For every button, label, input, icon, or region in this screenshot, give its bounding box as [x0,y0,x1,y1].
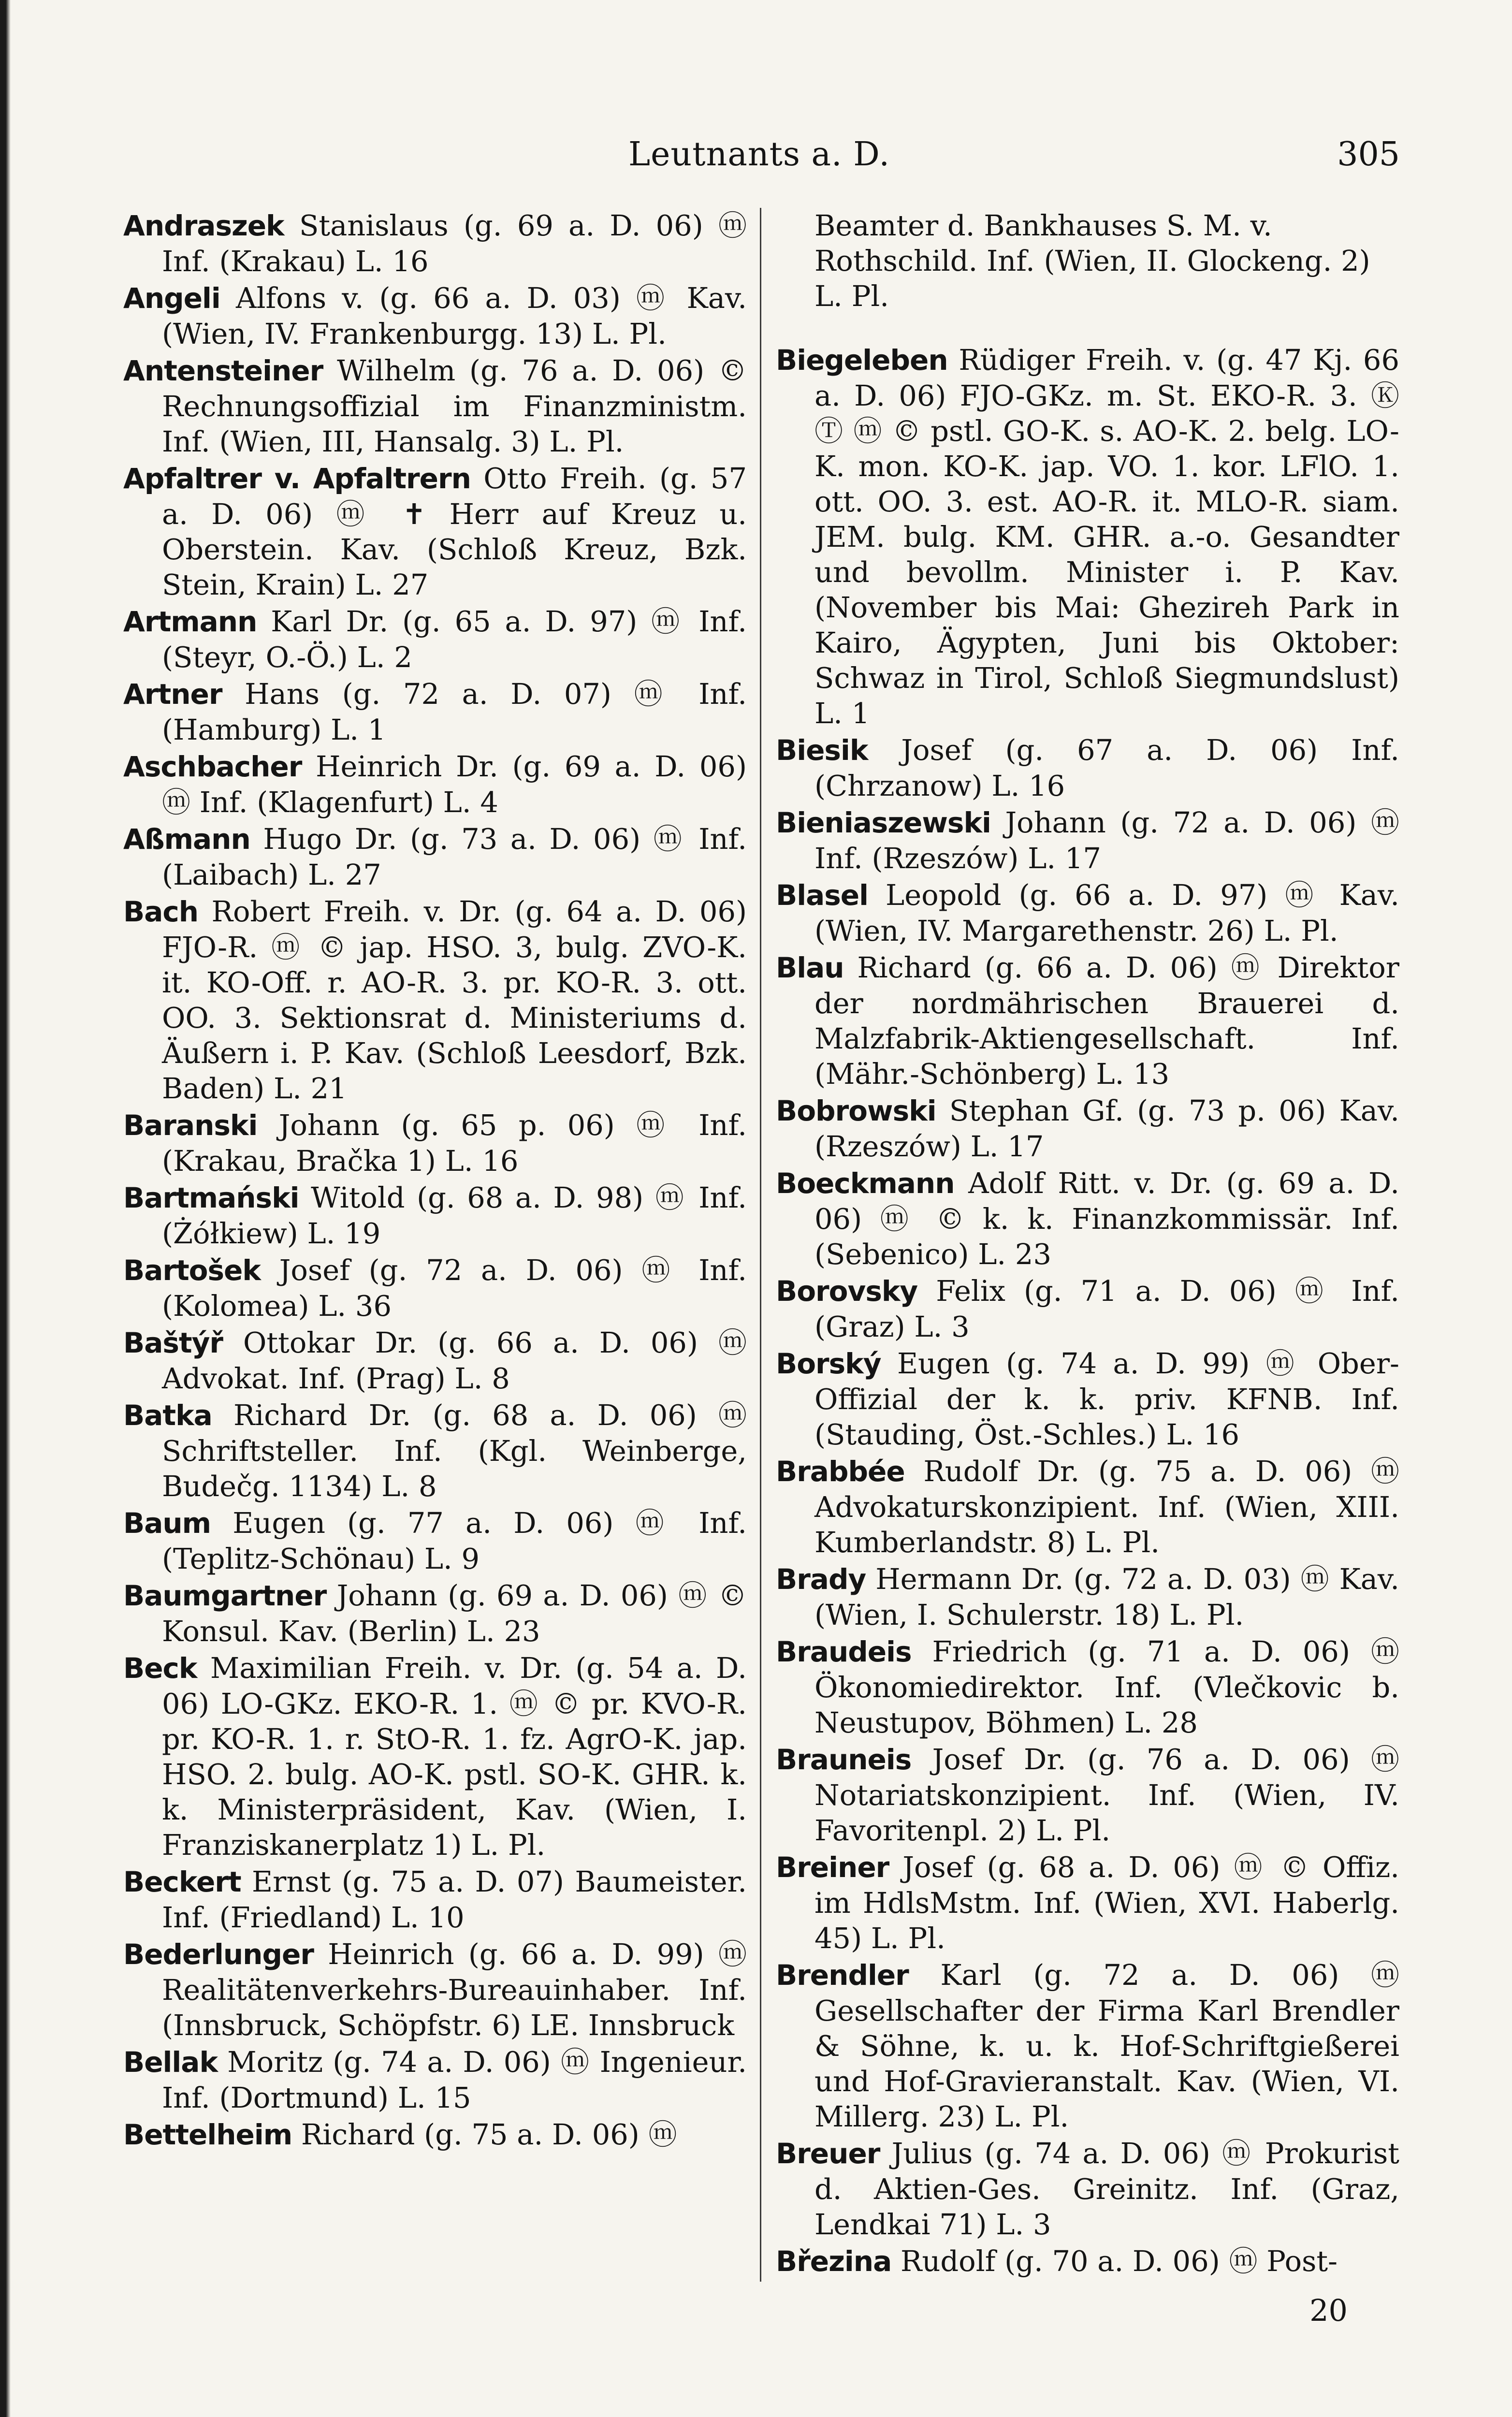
signature-mark: 20 [1309,2293,1348,2328]
entry-surname: Baštýř [123,1326,223,1359]
entry-surname: Aschbacher [123,750,302,783]
entry-details: Eugen (g. 74 a. D. 99) ⓜ Ober-Offizial der k. k. priv. KFNB. Inf. (Stauding, Öst.-Schles.) L. 16 [814,1347,1399,1451]
entry-details: Otto Freih. (g. 57 a. D. 06) ⓜ ✝ Herr auf Kreuz u. Oberstein. Kav. (Schloß Kreuz, Bzk. Stein, Krain) L. 27 [162,462,747,601]
entry-details: Johann (g. 72 a. D. 06) ⓜ Inf. (Rzeszów) L. 17 [814,806,1399,875]
entry-surname: Bartošek [123,1254,261,1287]
directory-entry [776,1742,1399,1848]
entry-surname: Brauneis [776,1743,912,1776]
directory-entry [123,353,747,459]
entry-surname: Boeckmann [776,1167,955,1200]
directory-entry [123,1180,747,1251]
entry-surname: Brendler [776,1959,909,1992]
entry-details: Josef (g. 67 a. D. 06) Inf. (Chrzanow) L. 16 [814,733,1399,802]
entry-details: Moritz (g. 74 a. D. 06) ⓜ Ingenieur. Inf. (Dortmund) L. 15 [162,2045,747,2114]
directory-entry [776,1561,1399,1632]
entry-surname: Blau [776,951,844,984]
entry-surname: Březina [776,2245,892,2278]
directory-entry [123,749,747,820]
entry-details: Maximilian Freih. v. Dr. (g. 54 a. D. 06) LO-GKz. EKO-R. 1. ⓜ © pr. KVO-R. pr. KO-R. 1. r. StO-R. 1. fz. AgrO-K. jap. HSO. 2. bulg. AO-K. pstl. SO-K. GHR. k. k. Ministerpräsident, Kav. (Wien, I. Franziskanerplatz 1) L. Pl. [162,1651,747,1862]
entry-surname: Artner [123,678,222,711]
entry-surname: Angeli [123,282,220,315]
entry-surname: Beckert [123,1865,241,1898]
entry-surname: Beck [123,1652,197,1685]
entry-details: Friedrich (g. 71 a. D. 06) ⓜ Ökonomiedirektor. Inf. (Vlečkovic b. Neustupov, Böhmen) L. 28 [814,1635,1399,1739]
page-edge-shadow [0,0,11,2417]
directory-entry [123,2044,747,2115]
entry-details: Eugen (g. 77 a. D. 06) ⓜ Inf. (Teplitz-Schönau) L. 9 [162,1506,747,1575]
entry-surname: Antensteiner [123,354,323,387]
directory-entry [123,1650,747,1863]
directory-entry [776,1346,1399,1452]
entry-details: Adolf Ritt. v. Dr. (g. 69 a. D. 06) ⓜ © k. k. Finanzkommissär. Inf. (Sebenico) L. 23 [814,1166,1399,1271]
entry-surname: Bederlunger [123,1938,314,1971]
entry-surname: Apfaltrer v. Apfaltrern [123,462,471,495]
running-title: Leutnants a. D. [628,135,890,174]
directory-entry [776,950,1399,1092]
directory-entry [776,732,1399,803]
right-column [776,208,1399,2286]
directory-entry [776,2243,1399,2279]
entry-surname: Baum [123,1507,211,1540]
left-column [123,208,747,2286]
directory-entry [776,1454,1399,1560]
entry-surname: Bieniaszewski [776,806,991,839]
entry-details: Robert Freih. v. Dr. (g. 64 a. D. 06) FJO-R. ⓜ © jap. HSO. 3, bulg. ZVO-K. it. KO-Off. r. AO-R. 3. pr. KO-R. 3. ott. OO. 3. Sektionsrat d. Ministeriums d. Äußern i. P. Kav. (Schloß Leesdorf, Bzk. Baden) L. 21 [162,895,747,1105]
entry-details: Felix (g. 71 a. D. 06) ⓜ Inf. (Graz) L. 3 [814,1274,1399,1343]
entry-details: Hermann Dr. (g. 72 a. D. 03) ⓜ Kav. (Wien, I. Schulerstr. 18) L. Pl. [814,1562,1399,1631]
entry-details: Rudolf (g. 70 a. D. 06) ⓜ Post- [900,2244,1338,2278]
entry-details: Leopold (g. 66 a. D. 97) ⓜ Kav. (Wien, IV. Margarethenstr. 26) L. Pl. [814,878,1399,947]
directory-entry [123,1107,747,1179]
entry-surname: Batka [123,1399,212,1432]
directory-entry [776,1634,1399,1740]
entry-surname: Baumgartner [123,1579,327,1612]
entry-details: Karl Dr. (g. 65 a. D. 97) ⓜ Inf. (Steyr, O.-Ö.) L. 2 [162,605,747,674]
entry-surname: Brady [776,1563,866,1596]
directory-entry [776,877,1399,948]
directory-entry [123,1252,747,1324]
entry-details: Karl (g. 72 a. D. 06) ⓜ Gesellschafter der Firma Karl Brendler & Söhne, k. u. k. Hof-Schriftgießerei und Hof-Gravieranstalt. Kav. (Wien, VI. Millerg. 23) L. Pl. [814,1958,1399,2133]
entry-surname: Bach [123,895,199,928]
entry-details: Alfons v. (g. 66 a. D. 03) ⓜ Kav. (Wien, IV. Frankenburgg. 13) L. Pl. [162,281,747,350]
entry-surname: Bartmański [123,1181,299,1214]
directory-entry [123,894,747,1106]
entry-details: Richard (g. 75 a. D. 06) ⓜ [301,2118,677,2151]
entry-details: Johann (g. 65 p. 06) ⓜ Inf. (Krakau, Bračka 1) L. 16 [162,1108,747,1178]
page-header [0,128,1512,181]
directory-entry [123,1864,747,1935]
directory-entry [123,821,747,892]
directory-entry [123,208,747,279]
directory-entry [123,461,747,602]
entry-surname: Biesik [776,734,868,767]
directory-entry [776,1957,1399,2134]
entry-details: Heinrich (g. 66 a. D. 99) ⓜ Realitätenverkehrs-Bureauinhaber. Inf. (Innsbruck, Schöpfstr. 6) LE. Innsbruck [162,1937,747,2042]
entry-details: Heinrich Dr. (g. 69 a. D. 06) ⓜ Inf. (Klagenfurt) L. 4 [162,750,747,819]
entry-surname: Breiner [776,1851,889,1884]
column-divider [760,208,761,2282]
entry-details: Johann (g. 69 a. D. 06) ⓜ © Konsul. Kav. (Berlin) L. 23 [162,1579,747,1648]
entry-details: Stephan Gf. (g. 73 p. 06) Kav. (Rzeszów) L. 17 [814,1094,1399,1163]
directory-entry [123,1398,747,1504]
entry-details: Josef (g. 72 a. D. 06) ⓜ Inf. (Kolomea) L. 36 [162,1253,747,1323]
entry-surname: Brabbée [776,1455,905,1488]
directory-entry [123,280,747,351]
entry-surname: Bellak [123,2046,218,2079]
entry-details: Stanislaus (g. 69 a. D. 06) ⓜ Inf. (Krakau) L. 16 [162,209,747,278]
entry-surname: Braudeis [776,1635,912,1668]
entry-surname: Bobrowski [776,1094,936,1127]
entry-details: Josef (g. 68 a. D. 06) ⓜ © Offiz. im HdlsMstm. Inf. (Wien, XVI. Haberlg. 45) L. Pl. [814,1850,1399,1955]
entry-surname: Aßmann [123,823,250,856]
entry-surname: Bettelheim [123,2118,292,2151]
entry-details: Hugo Dr. (g. 73 a. D. 06) ⓜ Inf. (Laibach) L. 27 [162,822,747,891]
entry-surname: Blasel [776,879,868,912]
entry-surname: Breuer [776,2137,880,2170]
entry-surname: Borský [776,1347,881,1380]
entry-surname: Artmann [123,605,257,638]
entry-details: Rüdiger Freih. v. (g. 47 Kj. 66 a. D. 06) FJO-GKz. m. St. EKO-R. 3. Ⓚ Ⓣ ⓜ © pstl. GO-K. s. AO-K. 2. belg. LO-K. mon. KO-K. jap. VO. 1. kor. LFlO. 1. ott. OO. 3. est. AO-R. it. MLO-R. siam. JEM. bulg. KM. GHR. a.-o. Gesandter und bevollm. Minister i. P. Kav. (November bis Mai: Ghezireh Park in Kairo, Ägypten, Juni bis Oktober: Schwaz in Tirol, Schloß Siegmundslust) L. 1 [814,343,1399,730]
directory-entry [776,1273,1399,1344]
entry-details: Ottokar Dr. (g. 66 a. D. 06) ⓜ Advokat. Inf. (Prag) L. 8 [162,1326,747,1395]
entry-details: Richard (g. 66 a. D. 06) ⓜ Direktor der nordmährischen Brauerei d. Malzfabrik-Aktiengesellschaft. Inf. (Mähr.-Schönberg) L. 13 [814,951,1399,1091]
directory-entry [123,2117,747,2153]
entry-details: Ernst (g. 75 a. D. 07) Baumeister. Inf. (Friedland) L. 10 [162,1865,747,1934]
entry-surname: Biegeleben [776,344,948,377]
entry-details: Josef Dr. (g. 76 a. D. 06) ⓜ Notariatskonzipient. Inf. (Wien, IV. Favoritenpl. 2) L. Pl. [814,1743,1399,1847]
directory-entry [123,676,747,747]
entry-details: Rudolf Dr. (g. 75 a. D. 06) ⓜ Advokaturskonzipient. Inf. (Wien, XIII. Kumberlandstr. 8) L. Pl. [814,1455,1399,1559]
directory-entry [776,1165,1399,1272]
entry-surname: Andraszek [123,209,284,242]
entry-details: Richard Dr. (g. 68 a. D. 06) ⓜ Schriftsteller. Inf. (Kgl. Weinberge, Budečg. 1134) L. 8 [162,1398,747,1503]
directory-entry [123,1505,747,1576]
directory-entry [123,1578,747,1649]
entry-details: Hans (g. 72 a. D. 07) ⓜ Inf. (Hamburg) L. 1 [162,677,747,746]
entry-details: Witold (g. 68 a. D. 98) ⓜ Inf. (Żółkiew) L. 19 [162,1181,747,1250]
directory-entry [123,1937,747,2043]
entry-surname: Baranski [123,1109,258,1142]
entry-surname: Borovsky [776,1275,918,1308]
directory-entry [776,342,1399,731]
continued-entry-text: Beamter d. Bankhauses S. M. v. Rothschild. Inf. (Wien, II. Glockeng. 2) L. Pl. [814,209,1370,313]
directory-entry [776,805,1399,876]
directory-entry [123,1325,747,1396]
directory-entry [776,2136,1399,2242]
directory-entry [776,1849,1399,1956]
directory-entry [123,604,747,675]
directory-entry [776,1093,1399,1164]
entry-details: Wilhelm (g. 76 a. D. 06) © Rechnungsoffizial im Finanzministm. Inf. (Wien, III, Hansalg. 3) L. Pl. [162,354,747,458]
entry-details: Julius (g. 74 a. D. 06) ⓜ Prokurist d. Aktien-Ges. Greinitz. Inf. (Graz, Lendkai 71) L. 3 [814,2137,1399,2241]
page-number: 305 [1337,135,1400,174]
